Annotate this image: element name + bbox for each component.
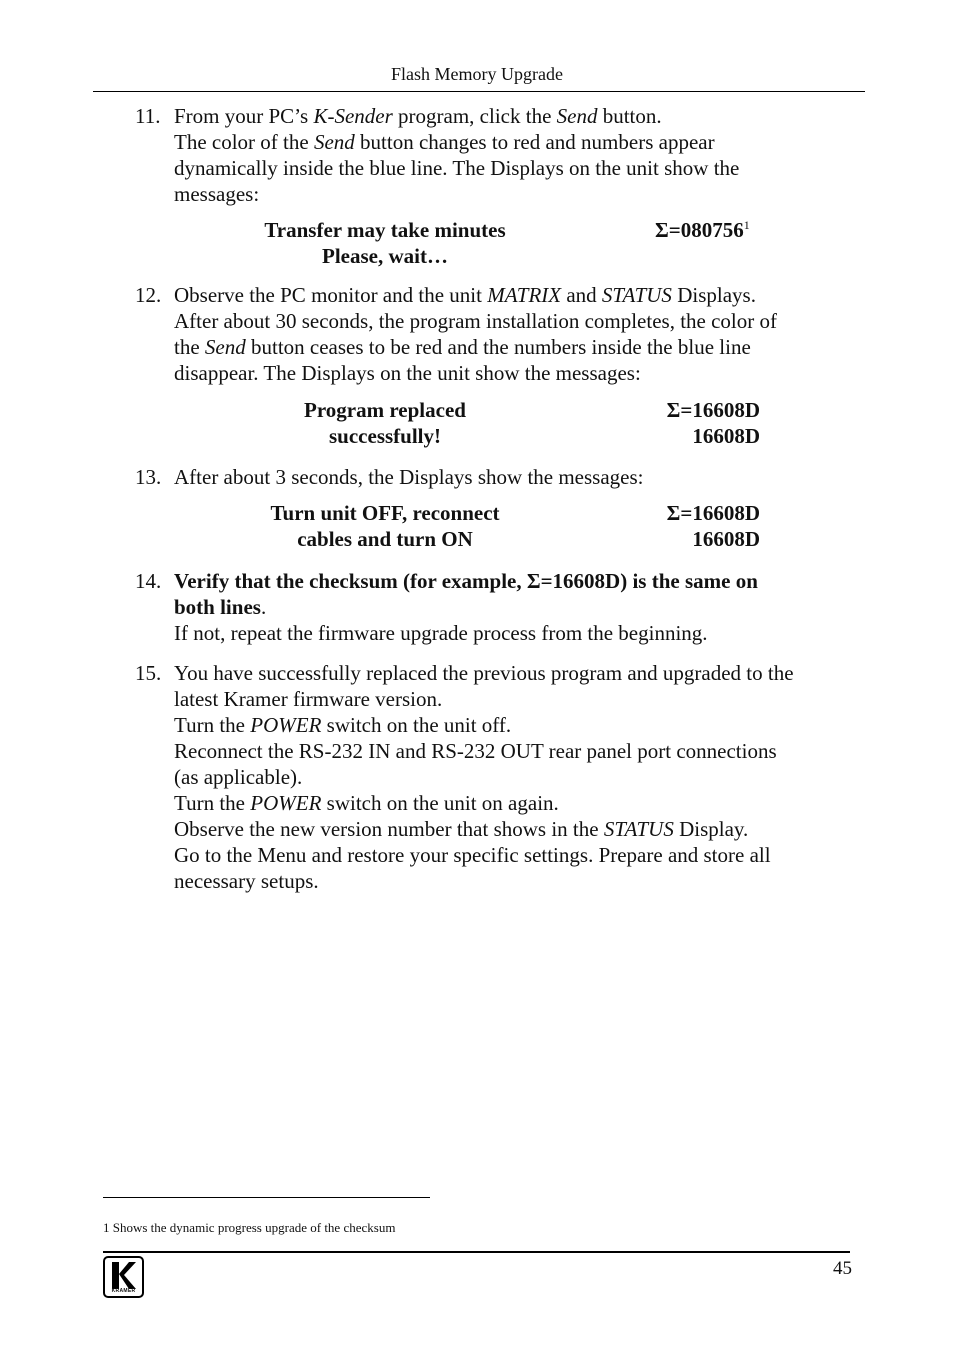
step-line: Verify that the checksum (for example, Σ=16608D) is the same on [174, 569, 758, 593]
step-12 [135, 282, 855, 386]
logo-wordmark: KRAMER [111, 1288, 136, 1294]
step-line: necessary setups. [174, 869, 319, 893]
step-line: latest Kramer firmware version. [174, 687, 443, 711]
step-number: 14. [135, 569, 162, 593]
page-number: 45 [833, 1258, 852, 1279]
display-message-2-right: Σ=16608D 16608D [666, 398, 760, 448]
display-message-3-right: Σ=16608D 16608D [666, 501, 760, 551]
step-line: After about 30 seconds, the program installation completes, the color of [174, 309, 778, 333]
step-line: The color of the Send button changes to red and numbers appear [174, 130, 715, 154]
step-line: After about 3 seconds, the Displays show the messages: [174, 465, 644, 489]
display-message-3-left: Turn unit OFF, reconnect cables and turn ON [270, 501, 500, 551]
step-line: dynamically inside the blue line. The Displays on the unit show the [174, 156, 740, 180]
kramer-logo-icon [103, 1256, 144, 1298]
step-line: Go to the Menu and restore your specific settings. Prepare and store all [174, 843, 771, 867]
step-number: 15. [135, 661, 162, 685]
step-line: You have successfully replaced the previous program and upgraded to the [174, 661, 794, 685]
step-line: If not, repeat the firmware upgrade process from the beginning. [174, 621, 708, 645]
step-line: (as applicable). [174, 765, 303, 789]
step-line: both lines. [174, 595, 267, 619]
page-header-title: Flash Memory Upgrade [391, 64, 563, 84]
step-line: disappear. The Displays on the unit show the messages: [174, 361, 641, 385]
footnote-ref: 1 [743, 218, 750, 232]
step-13 [135, 464, 855, 490]
step-line: Observe the PC monitor and the unit MATRIX and STATUS Displays. [174, 283, 756, 307]
step-line: Turn the POWER switch on the unit on again. [174, 791, 559, 815]
header-divider [93, 91, 865, 92]
display-message-1-left: Transfer may take minutes Please, wait… [264, 218, 506, 268]
step-number: 12. [135, 283, 162, 307]
step-line: Reconnect the RS-232 IN and RS-232 OUT rear panel port connections [174, 739, 777, 763]
step-line: messages: [174, 182, 260, 206]
step-15 [135, 660, 855, 894]
step-line: the Send button ceases to be red and the numbers inside the blue line [174, 335, 751, 359]
footnote-text: 1 Shows the dynamic progress upgrade of the checksum [103, 1220, 396, 1235]
step-number: 13. [135, 465, 162, 489]
k-logo-mark-icon [109, 1261, 138, 1289]
step-line: From your PC’s K-Sender program, click the Send button. [174, 104, 662, 128]
step-number: 11. [135, 104, 161, 128]
footer-divider [103, 1251, 850, 1253]
step-line: Turn the POWER switch on the unit off. [174, 713, 512, 737]
display-message-1-right: $\Sigma=080756^1$ [655, 218, 750, 242]
step-line: Observe the new version number that shows in the STATUS Display. [174, 817, 749, 841]
step-11 [135, 103, 855, 207]
display-message-2-left: Program replaced successfully! [304, 398, 466, 448]
step-14 [135, 568, 855, 646]
footnote-divider [103, 1197, 430, 1198]
